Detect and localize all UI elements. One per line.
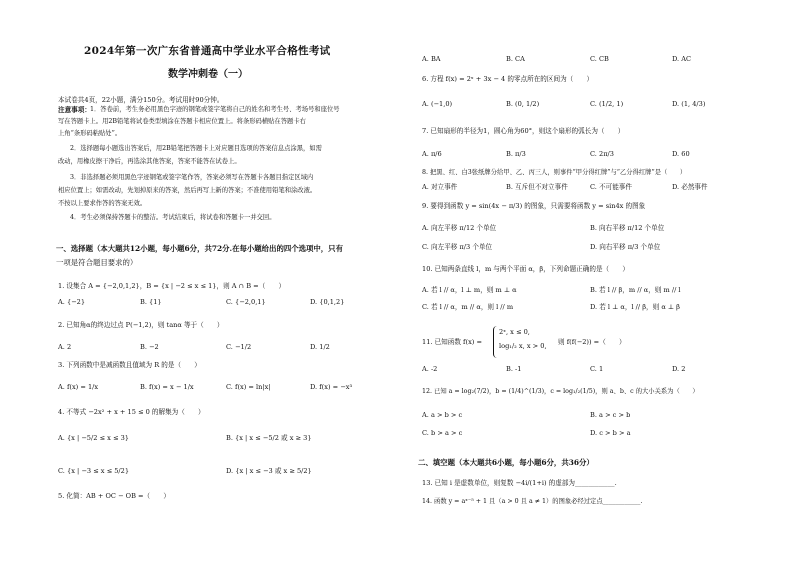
q10-option-b: B. 若 l // β，m // α，则 m // l [590,286,681,294]
section-1-heading: 一、选择题（本大题共12小题，每小题6分，共72分.在每小题给出的四个选项中，只有 [56,244,343,253]
question-11-case-1: 2ˣ, x ≤ 0, [499,328,530,336]
notice-2a: 2．选择题每小题选出答案后，用2B铅笔把答题卡上对应题目选项的答案信息点涂黑，如需 [70,145,322,152]
exam-subtitle: 数学冲刺卷（一） [168,69,248,80]
question-6: 6. 方程 f(x) = 2ˣ + 3x − 4 的零点所在的区间为（ ） [422,75,594,83]
question-1: 1. 设集合 A = {−2,0,1,2}，B = {x | −2 ≤ x ≤ 1}，则 A ∩ B =（ ） [58,282,286,290]
question-11-case-2: log₁/₂ x, x > 0, [499,342,547,350]
q12-option-d: D. c > b > a [590,429,631,437]
section-2-heading: 二、填空题（本大题共6小题，每小题6分，共36分） [418,458,594,467]
question-9: 9. 要得到函数 y = sin(4x − π/3) 的图象，只需要将函数 y = sin4x 的图象 [422,202,646,210]
question-5: 5. 化简：AB + OC − OB =（ ） [58,492,170,500]
q6-option-d: D. (1, 4/3) [672,100,706,108]
q4-option-a: A. {x | −5/2 ≤ x ≤ 3} [58,434,129,442]
q2-option-d: D. 1/2 [310,343,330,351]
q3-option-b: B. f(x) = x − 1/x [140,383,194,391]
q2-option-a: A. 2 [58,343,72,351]
q8-option-b: B. 互斥但不对立事件 [506,183,568,191]
q8-option-d: D. 必然事件 [672,183,708,191]
question-13: 13. 已知 i 是虚数单位，则复数 −4i/(1+i) 的虚部为____________. [422,479,617,487]
q2-option-b: B. −2 [140,343,159,351]
q6-option-b: B. (0, 1/2) [506,100,540,108]
question-14: 14. 函数 y = aˣ⁻⁵ + 1 且（a > 0 且 a ≠ 1）的图象必经过定点____________. [422,498,643,505]
question-4: 4. 不等式 −2x² + x + 15 ≤ 0 的解集为（ ） [58,408,205,416]
notice-4: 4．考生必须保持答题卡的整洁。考试结束后，将试卷和答题卡一并交回。 [70,214,276,221]
question-2: 2. 已知角α的终边过点 P(−1,2)，则 tanα 等于（ ） [58,321,224,329]
q9-option-a: A. 向左平移 π/12 个单位 [422,224,497,232]
q1-option-b: B. {1} [140,298,162,306]
notice-1a: 1．答卷前，考生务必用黑色字迹的钢笔或签字笔将自己的姓名和考生号、考场号和座位号 [90,106,340,113]
q8-option-a: A. 对立事件 [422,183,458,191]
q1-option-d: D. {0,1,2} [310,298,345,306]
question-12: 12. 已知 a = log₂(7/2)，b = (1/4)^(1/3)，c = log₁/₂(1/5)，则 a、b、c 的大小关系为（ ） [422,388,699,395]
q7-option-d: D. 60 [672,150,690,158]
section-1-heading-cont: 一项是符合题目要求的） [56,258,138,267]
q3-option-a: A. f(x) = 1/x [58,383,99,391]
exam-title: 2024年第一次广东省普通高中学业水平合格性考试 [84,45,331,57]
notice-3b: 相应位置上；如需改动，先划掉原来的答案，然后再写上新的答案；不准使用铅笔和涂改液。 [58,187,317,194]
q5-option-a: A. BA [422,55,441,63]
intro-text: 本试卷共4页，22小题，满分150分。考试用时90分钟。 [58,96,224,104]
q7-option-c: C. 2π/3 [590,150,614,158]
question-7: 7. 已知扇形的半径为1，圆心角为60°，则这个扇形的弧长为（ ） [422,127,625,135]
q4-option-b: B. {x | x ≤ −5/2 或 x ≥ 3} [226,434,312,442]
q9-option-d: D. 向右平移 π/3 个单位 [590,243,661,251]
q3-option-d: D. f(x) = −x³ [310,383,353,391]
q10-option-a: A. 若 l // α，l ⊥ m，则 m ⊥ α [422,286,517,294]
notice-1c: 上角“条形码粘贴处”。 [58,130,122,137]
notice-1b: 写在答题卡上。用2B铅笔将试卷类型填涂在答题卡相应位置上。将条形码横贴在答题卡右 [58,118,306,125]
question-3: 3. 下列函数中是减函数且值域为 R 的是（ ） [58,361,201,369]
q10-option-d: D. 若 l ⊥ α，l // β，则 α ⊥ β [590,303,680,311]
q8-option-c: C. 不可能事件 [590,183,632,191]
question-10: 10. 已知两条直线 l，m 与两个平面 α，β，下列命题正确的是（ ） [422,265,629,273]
q2-option-c: C. −1/2 [226,343,252,351]
q1-option-c: C. {−2,0,1} [226,298,266,306]
q5-option-c: C. CB [590,55,609,63]
q12-option-c: C. b > a > c [422,429,463,437]
q11-option-b: B. -1 [506,365,522,373]
q12-option-a: A. a > b > c [422,411,463,419]
piecewise-brace [493,326,498,358]
question-8: 8. 把黑、红、白3张纸牌分给甲、乙、丙三人，则事件“甲分得红牌”与“乙分得红牌”是（ ） [422,169,687,176]
q5-option-d: D. AC [672,55,692,63]
q5-option-b: B. CA [506,55,525,63]
notice-2b: 改动，用橡皮擦干净后，再选涂其他答案，答案不能答在试卷上。 [58,158,241,165]
question-11-tail: 则 f(f(−2)) =（ ） [558,338,626,346]
notice-label: 注意事项： [58,106,91,114]
q9-option-c: C. 向左平移 π/3 个单位 [422,243,493,251]
q6-option-a: A. (−1,0) [422,100,453,108]
q11-option-d: D. 2 [672,365,686,373]
q10-option-c: C. 若 l // α，m // α，则 l // m [422,303,514,311]
q7-option-a: A. π/6 [422,150,442,158]
q1-option-a: A. {−2} [58,298,86,306]
notice-3a: 3．非选择题必须用黑色字迹钢笔或签字笔作答，答案必须写在答题卡各题目指定区域内 [70,174,314,181]
q9-option-b: B. 向右平移 π/12 个单位 [590,224,665,232]
q7-option-b: B. π/3 [506,150,526,158]
q3-option-c: C. f(x) = ln|x| [226,383,271,391]
q11-option-c: C. 1 [590,365,604,373]
q12-option-b: B. a > c > b [590,411,631,419]
q4-option-d: D. {x | x ≤ −3 或 x ≥ 5/2} [226,467,312,475]
notice-3c: 不按以上要求作答的答案无效。 [58,200,147,207]
question-11-lead: 11. 已知函数 f(x) = [422,338,482,346]
q4-option-c: C. {x | −3 ≤ x ≤ 5/2} [58,467,130,475]
q6-option-c: C. (1/2, 1) [590,100,624,108]
q11-option-a: A. -2 [422,365,438,373]
